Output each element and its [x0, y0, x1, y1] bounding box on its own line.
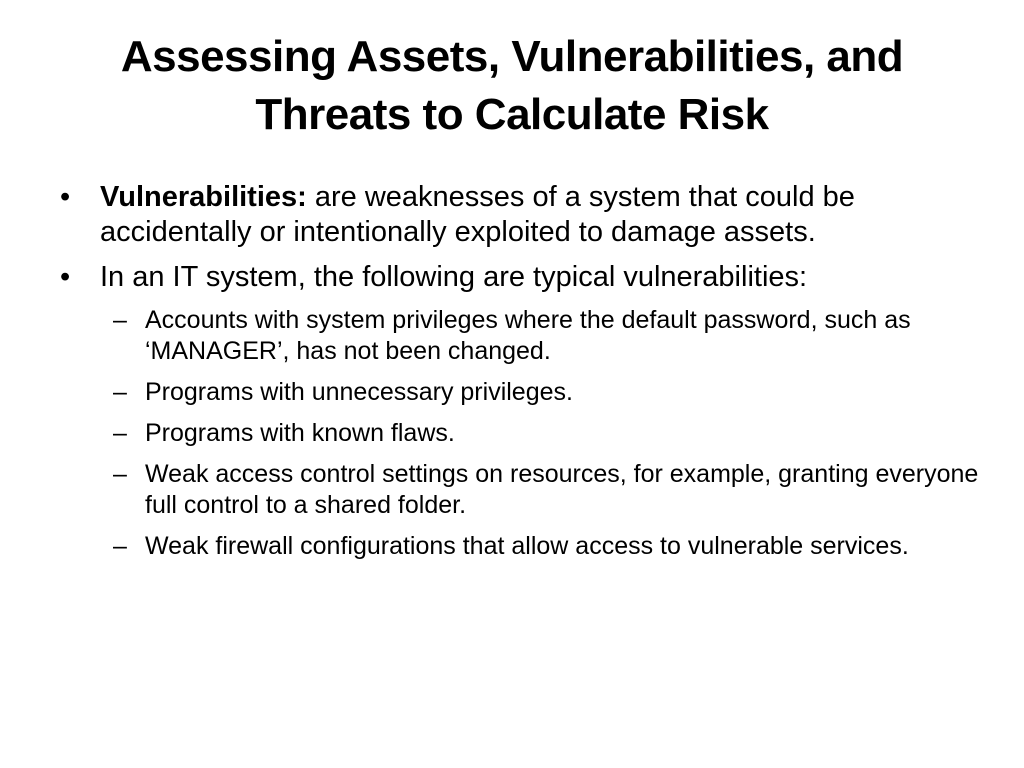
- bullet-text: are weaknesses of a system that could be accidentally or intentionally exploited to damage assets.: [100, 181, 855, 248]
- sub-bullet-text: Programs with known flaws.: [145, 419, 455, 447]
- dash-icon: –: [113, 419, 127, 447]
- bullet-term: Vulnerabilities:: [100, 181, 307, 213]
- slide-title-line-1: Assessing Assets, Vulnerabilities, and: [120, 32, 904, 81]
- dash-icon: –: [113, 460, 127, 488]
- sub-bullet-text: Weak firewall configurations that allow access to vulnerable services.: [145, 532, 909, 560]
- sub-bullet-text: Accounts with system privileges where the default password, such as ‘MANAGER’, has not been changed.: [145, 306, 911, 365]
- sub-bullet-item: [58, 459, 988, 521]
- bullet-dot-icon: •: [60, 181, 71, 213]
- bullet-item: [58, 180, 988, 250]
- sub-bullet-item: [58, 531, 988, 562]
- sub-bullet-text: Weak access control settings on resources, for example, granting everyone full control to a shared folder.: [145, 460, 979, 519]
- dash-icon: –: [113, 306, 127, 334]
- sub-bullet-item: [58, 377, 988, 408]
- slide-title-line-2: Threats to Calculate Risk: [255, 90, 769, 139]
- bullet-dot-icon: •: [60, 261, 71, 293]
- sub-bullet-text: Programs with unnecessary privileges.: [145, 378, 573, 406]
- dash-icon: –: [113, 378, 127, 406]
- dash-icon: –: [113, 532, 127, 560]
- sub-bullet-item: [58, 418, 988, 449]
- slide-body: [58, 180, 988, 572]
- sub-bullet-item: [58, 305, 988, 367]
- bullet-item: [58, 260, 988, 295]
- bullet-text: In an IT system, the following are typical vulnerabilities:: [100, 261, 808, 293]
- slide-title: [40, 28, 984, 144]
